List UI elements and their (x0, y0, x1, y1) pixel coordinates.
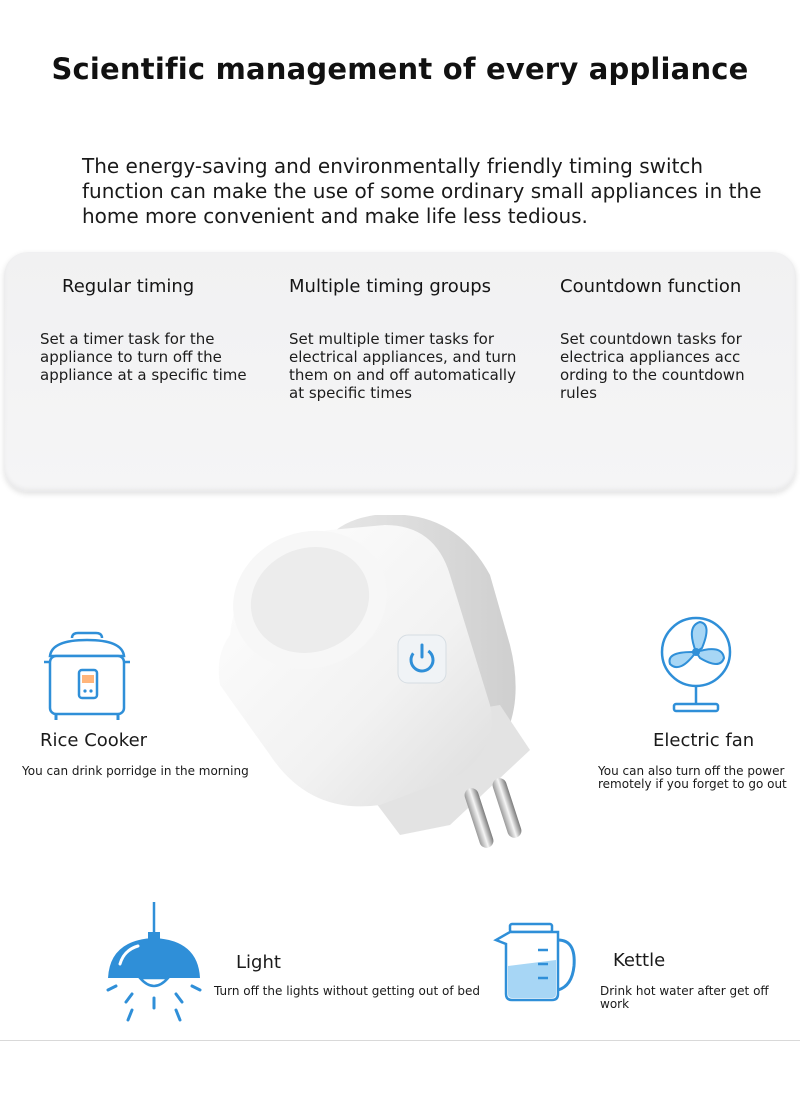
appliance-light (214, 952, 494, 998)
ceiling-lamp-icon (102, 902, 206, 1024)
feature-title: Regular timing (62, 276, 195, 297)
appliance-desc: Turn off the lights without getting out of bed (214, 984, 481, 998)
divider (0, 1040, 800, 1041)
appliance-desc: Drink hot water after get off work (600, 984, 769, 1011)
kettle-icon (492, 920, 578, 1004)
feature-title: Multiple timing groups (289, 276, 492, 297)
intro-paragraph: The energy-saving and environmentally friendly timing switch function can make the use of some ordinary small appliances in the home more convenient and make life less tedious. (82, 154, 762, 228)
appliance-desc: You can drink porridge in the morning (22, 764, 249, 778)
page-title: Scientific management of every appliance (51, 52, 749, 86)
smart-plug-image (200, 505, 570, 875)
feature-text: Set countdown tasks for electrica appliances acc ording to the countdown rules (560, 330, 745, 402)
feature-multiple-timing-groups (289, 276, 519, 402)
appliance-rice-cooker (22, 730, 272, 778)
appliance-electric-fan (598, 730, 798, 791)
appliance-name: Rice Cooker (40, 730, 148, 751)
features-panel (4, 252, 796, 492)
appliance-name: Electric fan (653, 730, 755, 751)
appliance-name: Light (236, 952, 281, 973)
fan-icon (656, 612, 736, 716)
appliance-kettle (600, 950, 800, 1011)
feature-text: Set multiple timer tasks for electrical appliances, and turn them on and off automatically at specific times (289, 330, 517, 402)
feature-countdown-function (560, 276, 770, 402)
rice-cooker-icon (42, 628, 132, 722)
feature-regular-timing (40, 276, 250, 384)
feature-title: Countdown function (560, 276, 742, 297)
appliance-desc: You can also turn off the power remotely if you forget to go out (598, 764, 787, 791)
feature-text: Set a timer task for the appliance to turn off the appliance at a specific time (40, 330, 247, 384)
appliance-name: Kettle (613, 950, 666, 971)
